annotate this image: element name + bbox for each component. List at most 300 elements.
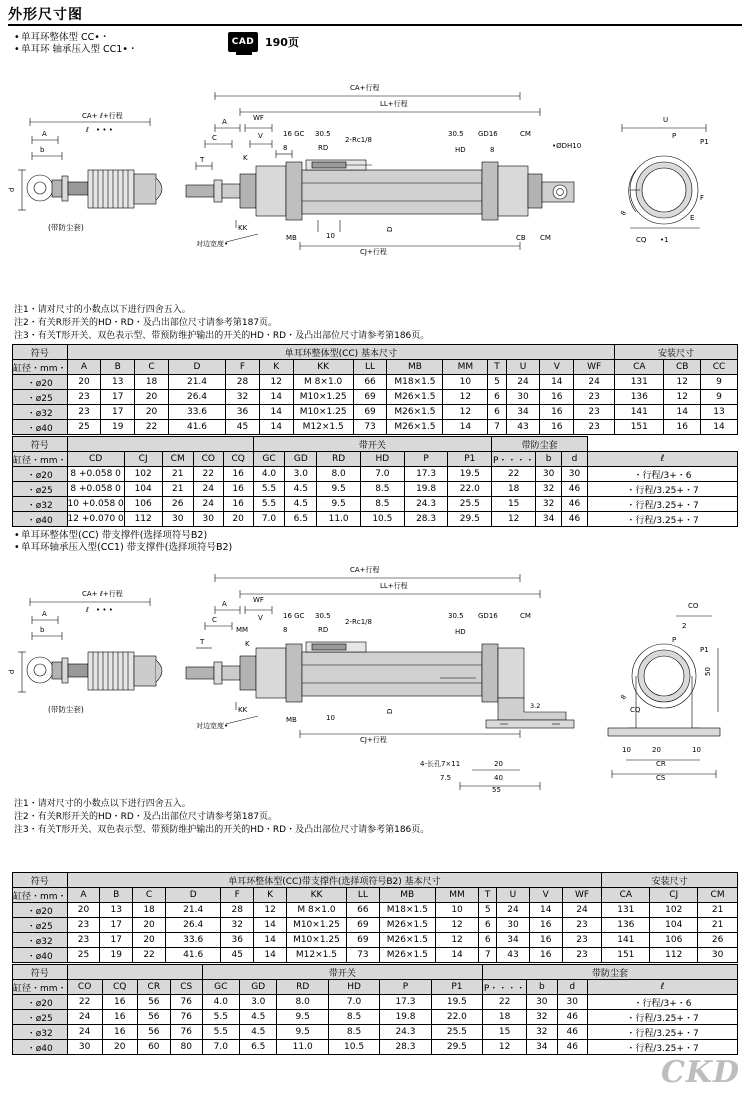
page-title: 外形尺寸图: [8, 7, 83, 23]
cell: 5: [479, 903, 497, 918]
svg-text:P1: P1: [700, 138, 709, 146]
cell: 32: [536, 497, 562, 512]
cell: 21.4: [165, 903, 220, 918]
drawing-cc-with-bracket: [0, 560, 750, 800]
cell: 41.6: [165, 948, 220, 963]
cell: 14: [254, 933, 287, 948]
cell: 14: [701, 420, 738, 435]
cell: 34: [497, 933, 530, 948]
cell: 43: [506, 420, 540, 435]
table-row: [13, 420, 738, 435]
cell: 14: [259, 390, 293, 405]
cell: 25.5: [431, 1025, 482, 1040]
svg-text:ℓ+行程: ℓ+行程: [100, 112, 123, 120]
cell: 8.5: [328, 1025, 379, 1040]
svg-text:P: P: [672, 132, 677, 140]
svg-text:RD: RD: [318, 144, 329, 152]
th-main-caption: 单耳环整体型(CC)带支撑件(选择项符号B2) 基本尺寸: [67, 873, 602, 888]
svg-text:16 GC: 16 GC: [283, 130, 305, 138]
cell: 13: [701, 405, 738, 420]
th-col-2: C: [135, 360, 169, 375]
th-switch-group: 带开关: [253, 437, 492, 452]
cell: 45: [221, 948, 254, 963]
table-row: [13, 980, 738, 995]
table-basic-dimensions-2: [12, 872, 738, 963]
cell: 19.5: [431, 995, 482, 1010]
cell: 131: [602, 903, 650, 918]
cad-page-ref: 190页: [265, 36, 299, 49]
cell: 19: [100, 948, 133, 963]
cell: 36: [226, 405, 260, 420]
table-row: [13, 360, 738, 375]
cell: 4.0: [253, 467, 285, 482]
table-row: [13, 888, 738, 903]
cell: 7.0: [360, 467, 404, 482]
note-line: 注2・有关R形开关的HD・RD・及凸出部位尺寸请参考第187页。: [14, 318, 278, 328]
svg-text:10: 10: [326, 232, 335, 240]
cell: 12: [664, 390, 701, 405]
cell: 24.3: [404, 497, 448, 512]
svg-text:CR: CR: [656, 760, 666, 768]
th-col-11: b: [527, 980, 557, 995]
svg-text:K: K: [243, 154, 248, 162]
svg-text:D: D: [386, 708, 394, 714]
cell: M18×1.5: [379, 903, 435, 918]
th-dust-group: 带防尘套: [492, 437, 588, 452]
table-row: [13, 497, 738, 512]
svg-text:50: 50: [704, 667, 712, 676]
cell: 112: [650, 948, 698, 963]
cell-bore: ・ø25: [13, 390, 68, 405]
cell: 22.0: [448, 482, 492, 497]
th-col-3: D: [168, 360, 225, 375]
cell: 16: [102, 1025, 137, 1040]
cell: 26.4: [165, 918, 220, 933]
cell-bore: ・ø25: [13, 1010, 68, 1025]
cell: 20: [133, 918, 166, 933]
th-symbol: 符号: [13, 965, 68, 980]
svg-text:2-Rc1/8: 2-Rc1/8: [345, 136, 372, 144]
cell: M10×1.25: [293, 405, 353, 420]
cell: 19.8: [380, 1010, 431, 1025]
cell: 25.5: [448, 497, 492, 512]
svg-text:10: 10: [622, 746, 631, 754]
cell: M26×1.5: [379, 933, 435, 948]
cell: 16: [529, 933, 562, 948]
cell-bore: ・ø20: [13, 903, 68, 918]
cell: 23: [67, 405, 101, 420]
cell: 21: [162, 482, 193, 497]
svg-text:ℓ+行程: ℓ+行程: [100, 590, 123, 598]
cell: 24: [67, 1025, 102, 1040]
cell: 30: [557, 995, 588, 1010]
th-col-11: U: [497, 888, 530, 903]
th-col-1: CQ: [102, 980, 137, 995]
svg-text:30.5: 30.5: [448, 612, 464, 620]
cell: 14: [540, 375, 574, 390]
th-col-0: A: [67, 360, 101, 375]
svg-text:CJ+行程: CJ+行程: [360, 248, 387, 256]
cell: 12 +0.070 0: [67, 512, 124, 527]
cell: 24: [562, 903, 602, 918]
cell: 112: [124, 512, 162, 527]
svg-text:b: b: [40, 626, 45, 634]
table-row: [13, 405, 738, 420]
cell: 16: [102, 995, 137, 1010]
svg-text:2: 2: [682, 622, 687, 630]
cell: 24: [497, 903, 530, 918]
cell: 12: [443, 405, 488, 420]
cell: 9.5: [277, 1010, 328, 1025]
th-symbol: 符号: [13, 345, 68, 360]
cell: 6.5: [240, 1040, 277, 1055]
note-line: 注3・有关T形开关、双色表示型、带预防维护输出的开关的HD・RD・及凸出部位尺寸请参考第186页。: [14, 331, 430, 341]
cell: 32: [527, 1010, 557, 1025]
table-row: [13, 933, 738, 948]
cell: 33.6: [165, 933, 220, 948]
cell: 19: [101, 420, 135, 435]
th-col-14: ℓ: [588, 452, 738, 467]
cell-bore: ・ø40: [13, 512, 68, 527]
cell: 16: [102, 1010, 137, 1025]
th-symbol: 符号: [13, 437, 68, 452]
svg-text:GD16: GD16: [478, 130, 498, 138]
svg-text:CM: CM: [540, 234, 551, 242]
svg-text:40: 40: [494, 774, 503, 782]
th-col-9: P: [404, 452, 448, 467]
cell: 20: [135, 405, 169, 420]
cell-bore: ・ø40: [13, 1040, 68, 1055]
cell-bore: ・ø32: [13, 405, 68, 420]
cell: 26: [162, 497, 193, 512]
cell: 24.3: [380, 1025, 431, 1040]
th-col-4: F: [226, 360, 260, 375]
th-col-0: CO: [67, 980, 102, 995]
cell: 73: [353, 420, 387, 435]
cell: 18: [135, 375, 169, 390]
cell: ・行程/3.25+・7: [588, 1040, 738, 1055]
cell: 3.0: [285, 467, 317, 482]
cell: 32: [536, 482, 562, 497]
cell: 33.6: [168, 405, 225, 420]
svg-text:CA+: CA+: [82, 590, 98, 598]
cell: 23: [67, 933, 100, 948]
cell: 32: [527, 1025, 557, 1040]
cell: 7.0: [328, 995, 379, 1010]
cell: 6: [479, 918, 497, 933]
cell: 104: [124, 482, 162, 497]
cell: 22: [133, 948, 166, 963]
bullet-text: 单耳环轴承压入型(CC1) 带支撑件(选择项符号B2): [21, 542, 233, 553]
svg-text:WF: WF: [253, 114, 264, 122]
cell: 36: [221, 933, 254, 948]
cell: M26×1.5: [387, 405, 443, 420]
svg-text:C: C: [212, 616, 217, 624]
cell: 23: [562, 948, 602, 963]
cell: 7.0: [202, 1040, 239, 1055]
cell: 6: [488, 390, 506, 405]
cell: 12: [664, 375, 701, 390]
th-bore: 缸径・mm・: [13, 360, 68, 375]
th-col-13: WF: [562, 888, 602, 903]
th-col-12: V: [529, 888, 562, 903]
note-line: 注2・有关R形开关的HD・RD・及凸出部位尺寸请参考第187页。: [14, 812, 278, 822]
section2-notes: [14, 798, 429, 837]
cell: 16: [223, 497, 253, 512]
th-col-13: WF: [574, 360, 615, 375]
th-col-1: B: [100, 888, 133, 903]
cell: M26×1.5: [379, 918, 435, 933]
cell: 23: [574, 420, 615, 435]
svg-text:T: T: [200, 156, 205, 164]
cell-bore: ・ø32: [13, 1025, 68, 1040]
cell: 11.0: [317, 512, 361, 527]
svg-text:P1: P1: [700, 646, 709, 654]
cell: 56: [137, 1010, 170, 1025]
th-col-7: LL: [353, 360, 387, 375]
svg-text:CO: CO: [688, 602, 699, 610]
table-row: [13, 437, 738, 452]
svg-text:2-Rc1/8: 2-Rc1/8: [345, 618, 372, 626]
th-col-8: P: [380, 980, 431, 995]
cell: 102: [650, 903, 698, 918]
svg-text:20: 20: [494, 760, 503, 768]
th-col-8: MB: [379, 888, 435, 903]
cell: 12: [492, 512, 536, 527]
th-switch-group: 带开关: [202, 965, 483, 980]
cell: 136: [602, 918, 650, 933]
cell: 11.0: [277, 1040, 328, 1055]
table-basic-dimensions-1: [12, 344, 738, 435]
cell: 22: [492, 467, 536, 482]
th-col-3: CO: [193, 452, 223, 467]
svg-text:30.5: 30.5: [448, 130, 464, 138]
cell: 12: [483, 1040, 527, 1055]
svg-text:CA+行程: CA+行程: [350, 84, 380, 92]
svg-text:C: C: [212, 134, 217, 142]
cell-bore: ・ø25: [13, 918, 68, 933]
cell: 8 +0.058 0: [67, 482, 124, 497]
cell: 22: [193, 467, 223, 482]
th-col-12: b: [536, 452, 562, 467]
th-col-3: CS: [170, 980, 202, 995]
table-row: [13, 390, 738, 405]
th-col-10: T: [479, 888, 497, 903]
th-col-6: GD: [285, 452, 317, 467]
cell: 22.0: [431, 1010, 482, 1025]
th-symbol: 符号: [13, 873, 68, 888]
svg-text:3.2: 3.2: [530, 702, 541, 710]
cell: 16: [223, 467, 253, 482]
svg-text:•ØDH10: •ØDH10: [552, 142, 582, 150]
svg-text:4-长孔7×11: 4-长孔7×11: [420, 760, 461, 768]
note-line: 注3・有关T形开关、双色表示型、带预防维护输出的开关的HD・RD・及凸出部位尺寸请参考第186页。: [14, 825, 430, 835]
th-col-4: F: [221, 888, 254, 903]
cell: 30: [527, 995, 557, 1010]
cell: 25: [67, 420, 101, 435]
svg-text:CA+行程: CA+行程: [350, 566, 380, 574]
cell: 14: [254, 948, 287, 963]
th-bore: 缸径・mm・: [13, 452, 68, 467]
cell: 141: [602, 933, 650, 948]
cell: ・行程/3+・6: [588, 467, 738, 482]
cell: 28.3: [404, 512, 448, 527]
cell: 22: [483, 995, 527, 1010]
cell: 9.5: [317, 482, 361, 497]
svg-text:K: K: [245, 640, 250, 648]
cell: 17: [100, 933, 133, 948]
cell: 4.5: [240, 1025, 277, 1040]
cell: 20: [67, 375, 101, 390]
cell: 30: [698, 948, 738, 963]
cell: 6.5: [285, 512, 317, 527]
cell-bore: ・ø25: [13, 482, 68, 497]
cell: 21: [698, 903, 738, 918]
svg-text:8: 8: [619, 209, 629, 218]
cell: 24: [574, 375, 615, 390]
cell: 19.5: [448, 467, 492, 482]
cell: 25: [67, 948, 100, 963]
cell: 66: [353, 375, 387, 390]
svg-text:CQ: CQ: [636, 236, 647, 244]
svg-text:A: A: [222, 118, 227, 126]
cell: 12: [259, 375, 293, 390]
cell: 21.4: [168, 375, 225, 390]
cell: ・行程/3.25+・7: [588, 1010, 738, 1025]
cell: 151: [615, 420, 664, 435]
table-row: [13, 345, 738, 360]
th-col-1: CJ: [124, 452, 162, 467]
th-col-3: D: [165, 888, 220, 903]
cell: 10.5: [360, 512, 404, 527]
cell: 4.5: [285, 482, 317, 497]
cell: 8.5: [328, 1010, 379, 1025]
th-col-8: HD: [360, 452, 404, 467]
cell: 16: [529, 948, 562, 963]
svg-text:30.5: 30.5: [315, 612, 331, 620]
cell: 28: [226, 375, 260, 390]
th-col-9: P1: [431, 980, 482, 995]
cell: 12: [435, 933, 479, 948]
section1-bullets: •单耳环整体型 CC•・ •单耳环 轴承压入型 CC1•・: [14, 32, 138, 55]
th-col-15: CJ: [650, 888, 698, 903]
cell: 14: [254, 918, 287, 933]
svg-text:7.5: 7.5: [440, 774, 452, 782]
cell: 13: [100, 903, 133, 918]
cell: 16: [529, 918, 562, 933]
svg-text:55: 55: [492, 786, 501, 794]
svg-text:KK: KK: [238, 706, 248, 714]
cell-bore: ・ø20: [13, 375, 68, 390]
cell: 20: [67, 903, 100, 918]
cell: 30: [162, 512, 193, 527]
cell: 69: [353, 390, 387, 405]
th-col-0: CD: [67, 452, 124, 467]
th-bore: 缸径・mm・: [13, 980, 68, 995]
svg-text:U: U: [663, 116, 669, 124]
cell: 8.0: [317, 467, 361, 482]
cell: 34: [527, 1040, 557, 1055]
cell: 23: [562, 933, 602, 948]
cell: 34: [536, 512, 562, 527]
brand-logo: CKD: [661, 1055, 740, 1090]
cell: 151: [602, 948, 650, 963]
cell: 23: [562, 918, 602, 933]
note-line: 注1・请对尺寸的小数点以下进行四舍五入。: [14, 305, 191, 315]
cell: M12×1.5: [293, 420, 353, 435]
th-col-10: P・・・・: [483, 980, 527, 995]
svg-text:LL+行程: LL+行程: [380, 582, 408, 590]
cell: 3.0: [240, 995, 277, 1010]
cell-bore: ・ø40: [13, 420, 68, 435]
table-row: [13, 918, 738, 933]
cell: M 8×1.0: [286, 903, 346, 918]
cell: 136: [615, 390, 664, 405]
th-col-16: CC: [701, 360, 738, 375]
table-row: [13, 512, 738, 527]
svg-text:KK: KK: [238, 224, 248, 232]
cad-badge[interactable]: [228, 32, 299, 52]
cell: 9.5: [317, 497, 361, 512]
cell: 21: [162, 467, 193, 482]
svg-text:CB: CB: [516, 234, 526, 242]
cell: 43: [497, 948, 530, 963]
table-row: [13, 903, 738, 918]
th-mount-caption: 安装尺寸: [602, 873, 738, 888]
cell: 56: [137, 1025, 170, 1040]
cell: 10 +0.058 0: [67, 497, 124, 512]
cell: M26×1.5: [387, 390, 443, 405]
th-col-13: ℓ: [588, 980, 738, 995]
cell: 34: [506, 405, 540, 420]
cell: 24: [506, 375, 540, 390]
cell: 46: [557, 1040, 588, 1055]
cell-bore: ・ø32: [13, 933, 68, 948]
th-col-7: RD: [317, 452, 361, 467]
th-col-7: HD: [328, 980, 379, 995]
cell: 15: [492, 497, 536, 512]
table-switch-dust-2: [12, 964, 738, 1055]
cell: 8.5: [360, 482, 404, 497]
svg-text:D: D: [386, 226, 394, 232]
svg-text:10: 10: [692, 746, 701, 754]
svg-text:V: V: [258, 132, 263, 140]
section1-notes: [14, 304, 429, 343]
cell: 20: [135, 390, 169, 405]
cell: M10×1.25: [293, 390, 353, 405]
cell: 16: [540, 405, 574, 420]
svg-text:MB: MB: [286, 234, 297, 242]
cell: 56: [137, 995, 170, 1010]
svg-text:8: 8: [283, 626, 288, 634]
th-col-15: CB: [664, 360, 701, 375]
svg-text:E: E: [690, 214, 695, 222]
svg-text:CJ+行程: CJ+行程: [360, 736, 387, 744]
title-divider: [8, 24, 742, 26]
th-col-12: d: [557, 980, 588, 995]
cell: 28.3: [380, 1040, 431, 1055]
th-col-8: MB: [387, 360, 443, 375]
cell: 30: [497, 918, 530, 933]
cell: 17.3: [404, 467, 448, 482]
th-col-12: V: [540, 360, 574, 375]
svg-text:ℓ: ℓ: [86, 126, 89, 134]
cell: 46: [562, 512, 588, 527]
cell-bore: ・ø40: [13, 948, 68, 963]
cell: 13: [101, 375, 135, 390]
cell: 69: [353, 405, 387, 420]
cell: 46: [557, 1010, 588, 1025]
